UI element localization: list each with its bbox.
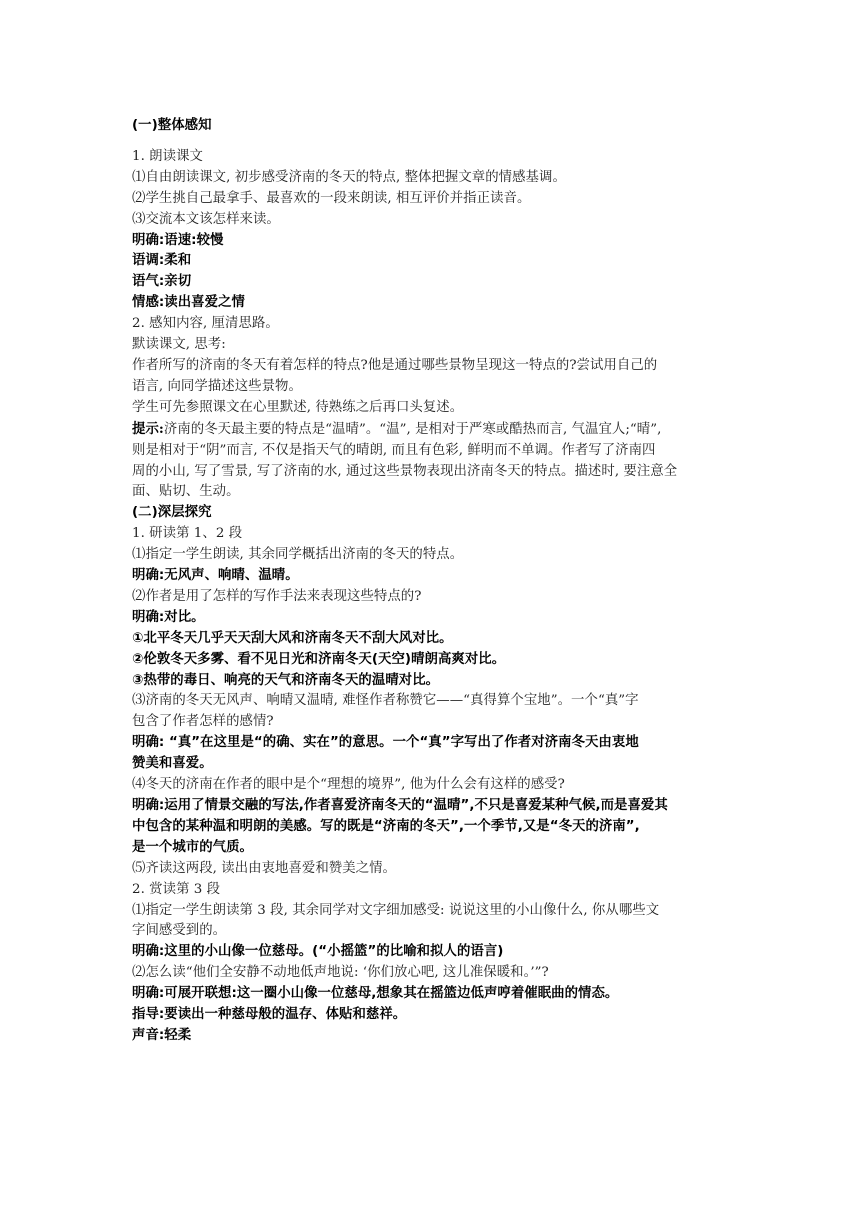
body-line: ⑶交流本文该怎样来读。 [132, 211, 280, 227]
body-line: ⑵怎么读“他们全安静不动地低声地说: ‘你们放心吧, 这儿准保暖和。’”? [132, 965, 549, 981]
answer-line: 语气:亲切 [132, 274, 192, 290]
hint-line [132, 419, 742, 441]
answer-line: 情感:读出喜爱之情 [132, 295, 245, 311]
body-line: ⑵学生挑自己最拿手、最喜欢的一段来朗读, 相互评价并指正读音。 [132, 190, 531, 206]
answer-line: 指导:要读出一种慈母般的温存、体贴和慈祥。 [132, 1007, 407, 1023]
body-line: ⑴指定一学生朗读, 其余同学概括出济南的冬天的特点。 [132, 547, 464, 563]
body-line: 则是相对于“阴”而言, 不仅是指天气的晴朗, 而且有色彩, 鲜明而不单调。作者写了济南四 [132, 442, 656, 458]
body-line: 学生可先参照课文在心里默述, 待熟练之后再口头复述。 [132, 399, 464, 415]
answer-line: 明确:运用了情景交融的写法,作者喜爱济南冬天的“温晴”,不只是喜爱某种气候,而是喜爱其 [132, 798, 668, 813]
answer-line: 是一个城市的气质。 [132, 839, 253, 855]
body-line: 字间感受到的。 [132, 923, 227, 939]
body-line: 面、贴切、生动。 [132, 484, 240, 500]
answer-line: 语调:柔和 [132, 253, 192, 269]
body-line: ⑴指定一学生朗读第 3 段, 其余同学对文字细加感受: 说说这里的小山像什么, 你从哪些文 [132, 902, 660, 918]
answer-line: 明确: “真”在这里是“的确、实在”的意思。一个“真”字写出了作者对济南冬天由衷地 [132, 735, 639, 751]
body-line: ⑸齐读这两段, 读出由衷地喜爱和赞美之情。 [132, 860, 396, 876]
answer-line: 明确:无风声、响晴、温晴。 [132, 568, 299, 584]
answer-line: ③热带的毒日、响亮的天气和济南冬天的温晴对比。 [132, 672, 440, 688]
body-line: ⑷冬天的济南在作者的眼中是个“理想的境界”, 他为什么会有这样的感受? [132, 777, 565, 793]
body-line: 2. 感知内容, 厘清思路。 [132, 316, 279, 332]
answer-line: 中包含的某种温和明朗的美感。写的既是“济南的冬天”,一个季节,又是“冬天的济南”, [132, 818, 640, 834]
document-page [132, 116, 742, 1047]
paragraph-gap [132, 137, 742, 147]
answer-line: 明确:语速:较慢 [132, 232, 224, 248]
answer-line: 明确:这里的小山像一位慈母。(“小摇篮”的比喻和拟人的语言) [132, 944, 504, 960]
section-heading: (一)整体感知 [132, 118, 212, 133]
body-line: ⑵作者是用了怎样的写作手法来表现这些特点的? [132, 588, 422, 604]
body-line: 默读课文, 思考: [132, 337, 226, 353]
answer-line: ①北平冬天几乎天天刮大风和济南冬天不刮大风对比。 [132, 630, 453, 646]
body-line: 包含了作者怎样的感情? [132, 714, 274, 730]
body-line: ⑶济南的冬天无风声、响晴又温晴, 难怪作者称赞它——“真得算个宝地”。一个“真”字 [132, 693, 639, 709]
body-line: 作者所写的济南的冬天有着怎样的特点?他是通过哪些景物呈现这一特点的?尝试用自己的 [132, 357, 658, 373]
answer-line: ②伦敦冬天多雾、看不见日光和济南冬天(天空)晴朗高爽对比。 [132, 651, 506, 667]
body-line: 周的小山, 写了雪景, 写了济南的水, 通过这些景物表现出济南冬天的特点。描述时, 要注意全 [132, 463, 678, 479]
hint-text: 济南的冬天最主要的特点是“温晴”。“温”, 是相对于严寒或酷热而言, 气温宜人;“晴”, [163, 421, 662, 437]
body-line: ⑴自由朗读课文, 初步感受济南的冬天的特点, 整体把握文章的情感基调。 [132, 169, 566, 185]
body-line: 2. 赏读第 3 段 [132, 881, 221, 897]
body-line: 语言, 向同学描述这些景物。 [132, 378, 302, 394]
section-heading: (二)深层探究 [132, 505, 212, 521]
answer-line: 明确:对比。 [132, 609, 205, 625]
body-line: 1. 朗读课文 [132, 148, 203, 164]
answer-line: 赞美和喜爱。 [132, 756, 213, 772]
hint-label: 提示: [132, 420, 164, 437]
body-line: 1. 研读第 1、2 段 [132, 526, 243, 542]
answer-line: 声音:轻柔 [132, 1027, 192, 1043]
answer-line: 明确:可展开联想:这一圈小山像一位慈母,想象其在摇篮边低声哼着催眠曲的情态。 [132, 986, 619, 1002]
